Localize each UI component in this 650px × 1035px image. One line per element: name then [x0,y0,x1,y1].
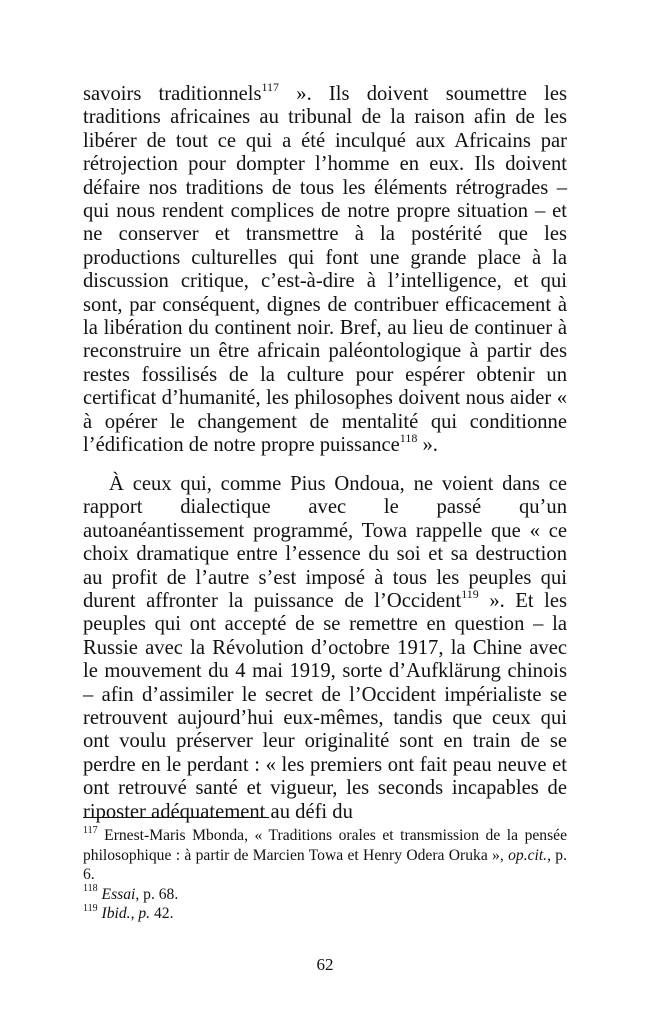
footnote-ref-119: 119 [461,587,479,602]
body-paragraph-2 [83,473,567,824]
footnote-119 [83,904,567,924]
paragraph-text: ». Et les peuples qui ont accepté de se remettre en question – la Russie avec la Révolution d’octobre 1917, la Chine avec le mouvement du 4 mai 1919, sorte d’Aufklärung chinois – afin d’assimiler le secret de l’Occident impérialiste se retrouvent aujourd’hui eux-mêmes, tandis que ceux qui ont voulu préserver leur originalité sont en train de se perdre en le perdant : « les premiers ont fait peau neuve et ont retrouvé santé et vigueur, les seconds incapables de riposter adéquatement au défi du [83,590,568,823]
footnote-italic-text: op.cit. [508,846,548,864]
paragraph-text: ». Ils doivent soumettre les traditions africaines au tribunal de la raison afin de les libérer de tout ce qui a été inculqué aux Africains par rétrojection pour dompter l’homme en eux. Ils doivent défaire nos traditions de tous les éléments rétrogrades – qui nous rendent complices de notre propre situation – et ne conserver et transmettre à la postérité que les productions culturelles qui font une grande place à la discussion critique, c’est-à-dire à l’intelligence, et qui sont, par conséquent, dignes de contribuer efficacement à la libération du continent noir. Bref, au lieu de continuer à reconstruire un être africain paléontologique à partir des restes fossilisés de la culture pour espérer obtenir un certificat d’humanité, les philosophes doivent nous aider « à opérer le changement de mentalité qui conditionne l’édification de notre propre puissance [83,83,567,457]
footnote-ref-117: 117 [261,80,280,95]
footnote-number: 117 [83,824,98,836]
footnote-text: , [130,905,139,922]
footnotes [83,826,567,924]
paragraph-text: ». [417,434,438,457]
footnote-italic-text: Essai [101,885,136,903]
body-paragraph-1 [83,80,567,458]
footnote-text: , p. 6. [83,846,567,883]
footnote-text: 42. [150,905,174,922]
page-number: 62 [316,955,334,974]
footnote-text: Ernest-Maris Mbonda, « Traditions orales et transmission de la pensée philosophique : à partir de Marcien Towa et Henry Odera Oruka », [83,827,567,864]
paragraph-text: savoirs traditionnels [83,83,262,105]
paragraph-text: À ceux qui, comme Pius Ondoua, ne voient dans ce rapport dialectique avec le passé qu’un autoanéantissement programmé, Towa rappelle que « ce choix dramatique entre l’essence du soi et sa destruction au profit de l’autre s’est imposé à tous les peuples qui durent affronter la puissance de l’Occident [83,473,567,613]
footnote-117 [83,826,567,885]
footnote-118 [83,885,567,905]
footnote-number: 118 [83,883,98,895]
footnote-italic-text: p. [138,905,151,922]
footnote-text: , p. 68. [135,885,179,903]
footnote-number: 119 [83,902,98,914]
footnote-italic-text: Ibid. [101,905,131,922]
footnote-ref-118: 118 [399,431,418,446]
footnote-divider [83,817,269,818]
